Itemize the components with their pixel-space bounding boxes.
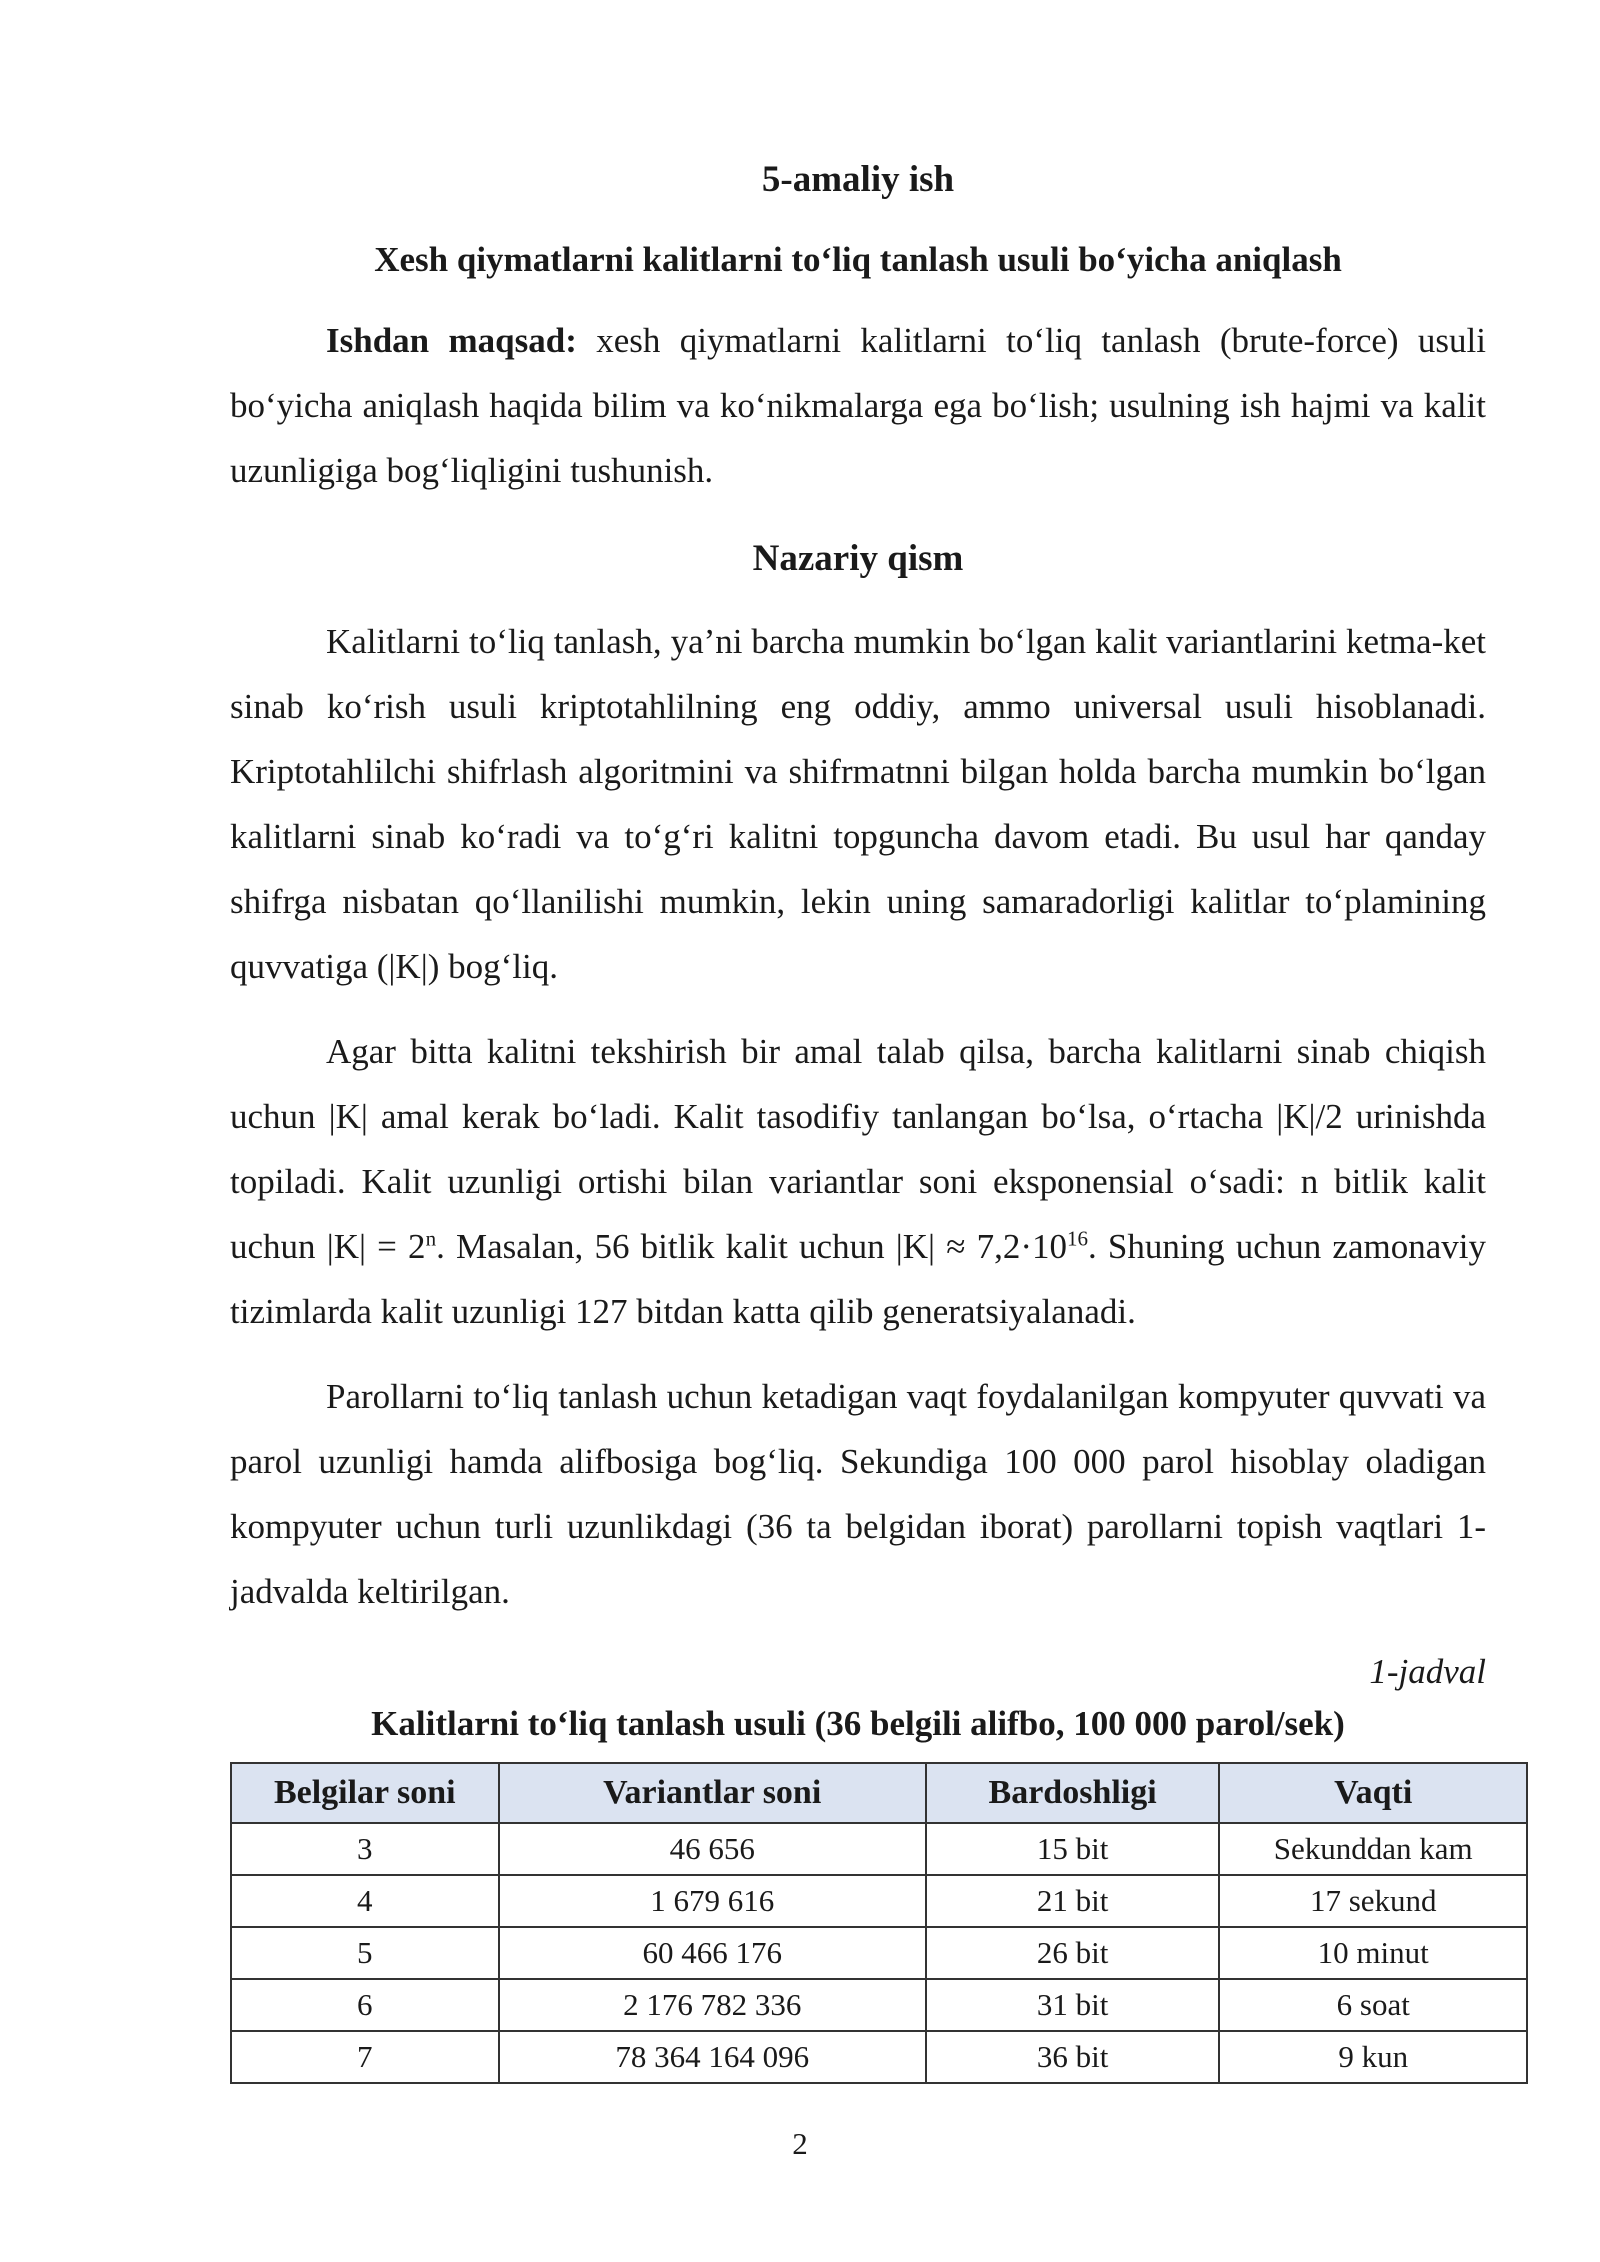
paragraph-2-text-1: Agar bitta kalitni tekshirish bir amal talab qilsa, barcha kalitlarni sinab chiqish uchun |K| amal kerak bo‘ladi. Kalit tasodifiy tanlangan bo‘lsa, o‘rtacha |K|/2 urinishda topiladi. Kalit uzunligi ortishi bilan variantlar soni eksponensial o‘sadi: n bitlik kalit uchun |K| = 2 [230,1032,1486,1266]
cell-strength: 31 bit [926,1979,1220,2031]
goal-paragraph [230,308,1486,503]
table-row [231,1875,1527,1927]
theory-paragraph-2 [230,1019,1486,1344]
cell-strength: 26 bit [926,1927,1220,1979]
page-content [230,140,1486,2084]
cell-length: 3 [231,1823,499,1875]
goal-label: Ishdan maqsad: [326,321,577,360]
page-title: 5-amaliy ish [761,159,955,200]
table-row [231,1927,1527,1979]
header-variantlar-soni: Variantlar soni [499,1763,926,1823]
brute-force-table [230,1762,1528,2084]
header-belgilar-soni: Belgilar soni [231,1763,499,1823]
cell-length: 5 [231,1927,499,1979]
cell-time: Sekunddan kam [1219,1823,1527,1875]
superscript-n: n [425,1226,437,1251]
cell-length: 4 [231,1875,499,1927]
cell-variants: 46 656 [499,1823,926,1875]
cell-length: 6 [231,1979,499,2031]
header-vaqti: Vaqti [1219,1763,1527,1823]
paragraph-2-text-3: . Shuning uchun zamonaviy tizimlarda kalit uzunligi 127 bitdan katta qilib generatsiyalanadi. [230,1227,1486,1331]
table-row [231,1823,1527,1875]
cell-variants: 2 176 782 336 [499,1979,926,2031]
header-bardoshligi: Bardoshligi [926,1763,1220,1823]
table-header-row [231,1763,1527,1823]
cell-strength: 21 bit [926,1875,1220,1927]
theory-paragraph-3: Parollarni to‘liq tanlash uchun ketadigan vaqt foydalanilgan kompyuter quvvati va parol uzunligi hamda alifbosiga bog‘liq. Sekundiga 100 000 parol hisoblay oladigan kompyuter uchun turli uzunlikdagi (36 ta belgidan iborat) parollarni topish vaqtlari 1-jadvalda keltirilgan. [230,1377,1486,1611]
table-number: 1-jadval [1369,1652,1486,1691]
cell-time: 6 soat [1219,1979,1527,2031]
cell-length: 7 [231,2031,499,2083]
goal-text: xesh qiymatlarni kalitlarni to‘liq tanlash (brute-force) usuli bo‘yicha aniqlash haqida bilim va ko‘nikmalarga ega bo‘lish; usulning ish hajmi va kalit uzunligiga bog‘liqligini tushunish. [230,321,1487,490]
work-subtitle: Xesh qiymatlarni kalitlarni to‘liq tanlash usuli bo‘yicha aniqlash [374,240,1342,279]
cell-variants: 1 679 616 [499,1875,926,1927]
cell-time: 9 kun [1219,2031,1527,2083]
page-number: 2 [792,2126,808,2161]
paragraph-2-text-2: . Masalan, 56 bitlik kalit uchun |K| ≈ 7,2·10 [436,1227,1067,1266]
table-row [231,1979,1527,2031]
table-title: Kalitlarni to‘liq tanlash usuli (36 belgili alifbo, 100 000 parol/sek) [371,1704,1345,1743]
superscript-16: 16 [1066,1226,1088,1251]
cell-strength: 15 bit [926,1823,1220,1875]
cell-variants: 60 466 176 [499,1927,926,1979]
section-title: Nazariy qism [752,538,964,579]
cell-time: 10 minut [1219,1927,1527,1979]
table-row [231,2031,1527,2083]
cell-time: 17 sekund [1219,1875,1527,1927]
theory-paragraph-1: Kalitlarni to‘liq tanlash, ya’ni barcha mumkin bo‘lgan kalit variantlarini ketma-ket sinab ko‘rish usuli kriptotahlilning eng oddiy, ammo universal usuli hisoblanadi. Kriptotahlilchi shifrlash algoritmini va shifrmatnni bilgan holda barcha mumkin bo‘lgan kalitlarni sinab ko‘radi va to‘g‘ri kalitni topguncha davom etadi. Bu usul har qanday shifrga nisbatan qo‘llanilishi mumkin, lekin uning samaradorligi kalitlar to‘plamining quvvatiga (|K|) bog‘liq. [230,622,1486,986]
cell-variants: 78 364 164 096 [499,2031,926,2083]
cell-strength: 36 bit [926,2031,1220,2083]
